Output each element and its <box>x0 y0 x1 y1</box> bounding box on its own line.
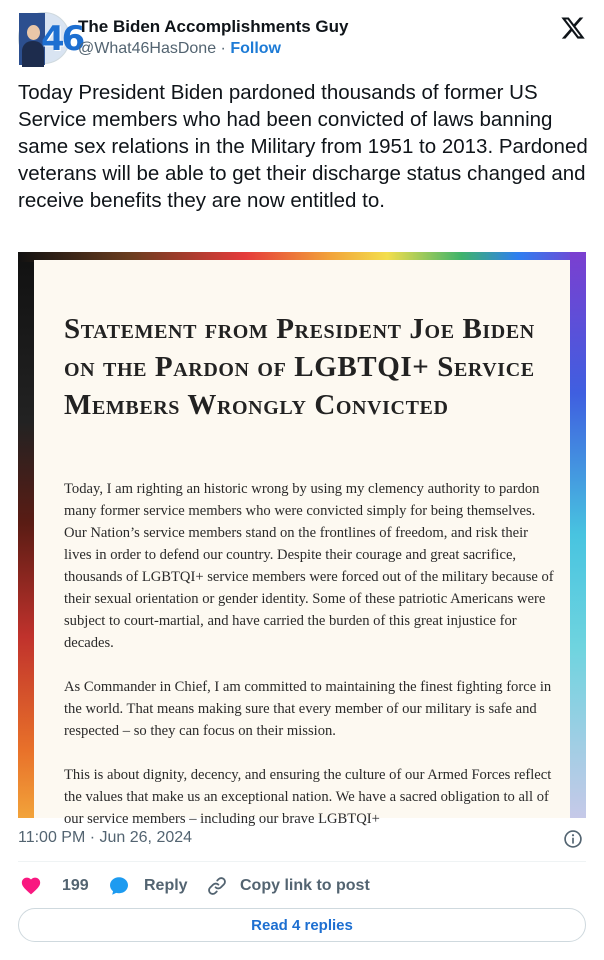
divider <box>18 861 586 862</box>
read-replies-button[interactable]: Read 4 replies <box>18 908 586 942</box>
statement-document <box>34 260 570 827</box>
heart-icon <box>20 875 42 897</box>
follow-button[interactable]: Follow <box>230 40 281 57</box>
tweet-media-image[interactable] <box>18 252 586 827</box>
author-handle-line <box>78 40 281 58</box>
separator-dot: · <box>220 40 226 57</box>
rainbow-border-left <box>18 252 34 818</box>
reply-button[interactable] <box>108 874 188 898</box>
tweet-timestamp[interactable]: 11:00 PM · Jun 26, 2024 <box>18 829 193 846</box>
author-avatar[interactable] <box>18 12 83 64</box>
avatar-face <box>27 25 40 40</box>
speech-bubble-icon <box>108 875 130 897</box>
tweet-text: Today President Biden pardoned thousands of former US Service members who had been convicted of laws banning same sex relations in the Military from 1951 to 2013. Pardoned veterans will be able to get their discharge status changed and receive benefits they are now entitled to. <box>18 81 588 212</box>
copy-link-label: Copy link to post <box>240 877 370 894</box>
statement-title: Statement from President Joe Biden on the Pardon of LGBTQI+ Service Members Wrongly Convicted <box>64 313 535 421</box>
statement-paragraph: This is about dignity, decency, and ensuring the culture of our Armed Forces reflect the values that make us an exceptional nation. We have a sacred obligation to all of our service members – including our brave LGBTQI+ <box>64 767 552 827</box>
statement-body <box>64 478 554 852</box>
avatar-number: 46 <box>41 19 83 59</box>
author-handle[interactable]: @What46HasDone <box>78 40 217 57</box>
like-count: 199 <box>62 877 89 894</box>
author-name[interactable]: The Biden Accomplishments Guy <box>78 17 349 36</box>
statement-paragraph: As Commander in Chief, I am committed to maintaining the finest fighting force in the world. That means making sure that every member of our military is safe and respected – so they can focus on their mission. <box>64 679 552 739</box>
reply-label: Reply <box>144 877 188 894</box>
info-icon[interactable] <box>563 829 583 849</box>
like-button[interactable] <box>20 874 89 898</box>
x-logo-icon[interactable] <box>560 15 586 41</box>
action-bar <box>18 874 586 898</box>
statement-paragraph: Today, I am righting an historic wrong by using my clemency authority to pardon many former service members who were convicted simply for being themselves. Our Nation’s service members stand on the frontlines of freedom, and risk their lives in order to defend our country. Despite their courage and great sacrifice, thousands of LGBTQI+ service members were forced out of the military because of their sexual orientation or gender identity. Some of these patriotic Americans were subject to court-martial, and have carried the burden of this great injustice for decades. <box>64 481 554 651</box>
link-icon <box>206 875 228 897</box>
copy-link-button[interactable] <box>206 874 370 898</box>
rainbow-border-right <box>570 252 586 818</box>
